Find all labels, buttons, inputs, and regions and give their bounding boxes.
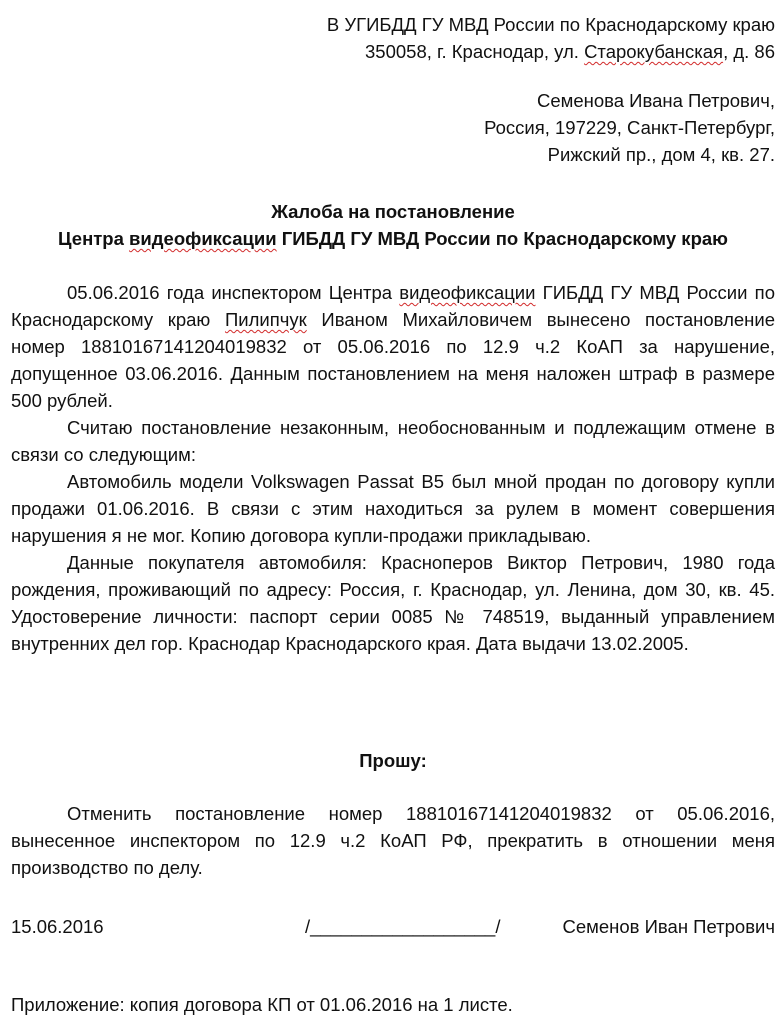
attachment-note: Приложение: копия договора КП от 01.06.2016 на 1 листе. bbox=[11, 994, 513, 1015]
title-line-2-suffix: ГИБДД ГУ МВД России по Краснодарскому краю bbox=[276, 228, 728, 249]
addressee-address-suffix: , д. 86 bbox=[723, 41, 775, 62]
paragraph-3: Автомобиль модели Volkswagen Passat B5 был мной продан по договору купли продажи 01.06.2016. В связи с этим находиться за рулем в момент совершения нарушения я не мог. Копию договора купли-продажи прикладываю. bbox=[11, 471, 775, 546]
title-line-2-prefix: Центра bbox=[58, 228, 130, 249]
paragraph-2: Считаю постановление незаконным, необоснованным и подлежащим отмене в связи со следующим: bbox=[11, 417, 775, 465]
paragraph-1-word-1: видеофиксации bbox=[399, 282, 536, 303]
paragraph-1 bbox=[11, 279, 775, 414]
signature-name: Семенов Иван Петрович bbox=[562, 916, 775, 937]
title-line-2 bbox=[11, 225, 775, 252]
title-line-2-word: видеофиксации bbox=[129, 228, 277, 249]
sender-block bbox=[11, 87, 775, 168]
paragraph-1-word-2: Пилипчук bbox=[224, 309, 307, 330]
addressee-line-2 bbox=[11, 38, 775, 65]
addressee-line-1: В УГИБДД ГУ МВД России по Краснодарскому краю bbox=[326, 14, 775, 35]
sender-line-2: Россия, 197229, Санкт-Петербург, bbox=[484, 117, 775, 138]
complaint-body bbox=[11, 279, 775, 657]
paragraph-1-part-a: 05.06.2016 года инспектором Центра bbox=[67, 282, 400, 303]
request-text: Отменить постановление номер 18810167141204019832 от 05.06.2016, вынесенное инспектором по 12.9 ч.2 КоАП РФ, прекратить в отношении меня производство по делу. bbox=[11, 803, 775, 878]
sender-line-1: Семенова Ивана Петрович, bbox=[536, 90, 775, 111]
addressee-street: Старокубанская bbox=[584, 41, 724, 62]
signature-line: /__________________/ bbox=[305, 916, 501, 937]
signature-row bbox=[11, 913, 775, 940]
sender-line-3: Рижский пр., дом 4, кв. 27. bbox=[547, 144, 775, 165]
paragraph-1-part-b: ГИБДД ГУ МВД России по Краснодарскому краю bbox=[11, 282, 775, 330]
paragraph-1-part-c: Иваном Михайловичем вынесено постановление номер 18810167141204019832 от 05.06.2016 по 12.9 ч.2 КоАП за нарушение, допущенное 03.06.2016. Данным постановлением на меня наложен штраф в размере 500 рублей. bbox=[11, 309, 775, 411]
addressee-block bbox=[11, 11, 775, 65]
paragraph-4: Данные покупателя автомобиля: Красноперов Виктор Петрович, 1980 года рождения, проживающий по адресу: Россия, г. Краснодар, ул. Ленина, дом 30, кв. 45. Удостоверение личности: паспорт серии 0085 № 748519, выданный управлением внутренних дел гор. Краснодар Краснодарского края. Дата выдачи 13.02.2005. bbox=[11, 552, 775, 654]
title-line-1: Жалоба на постановление bbox=[271, 201, 515, 222]
document-title bbox=[11, 198, 775, 252]
request-block bbox=[11, 800, 775, 881]
request-heading: Прошу: bbox=[359, 750, 427, 771]
signature-date: 15.06.2016 bbox=[11, 916, 104, 937]
addressee-address-prefix: 350058, г. Краснодар, ул. bbox=[365, 41, 585, 62]
